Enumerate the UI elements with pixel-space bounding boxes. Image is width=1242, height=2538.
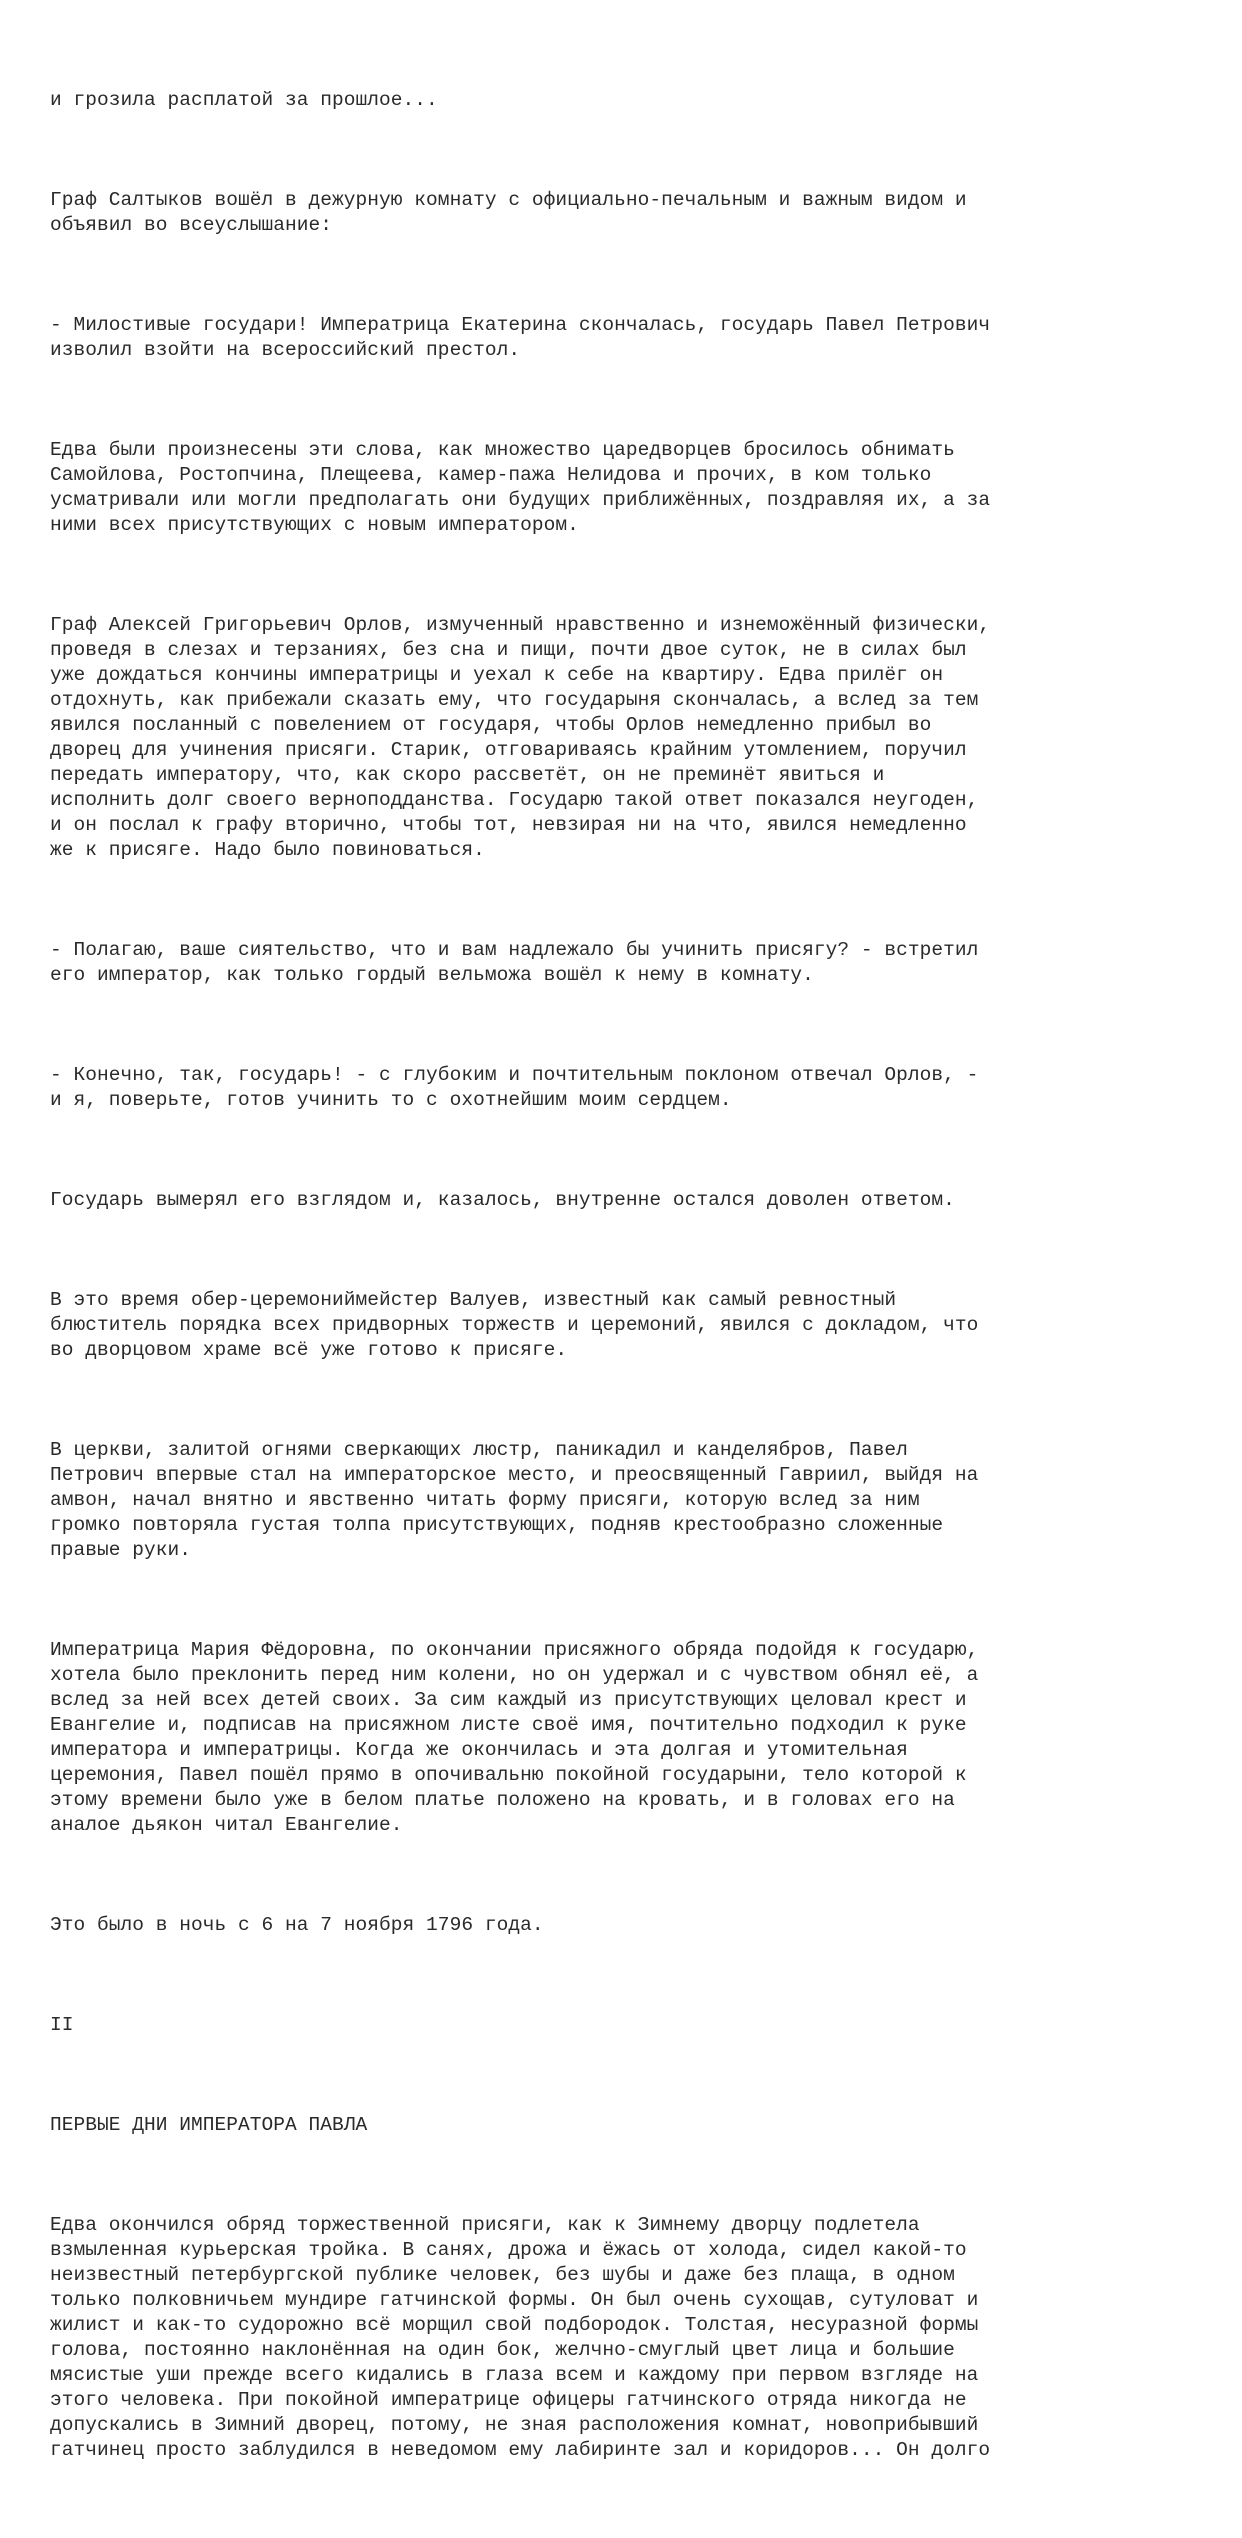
- paragraph-10: В церкви, залитой огнями сверкающих люстр, паникадил и канделябров, Павел Петрович впервые стал на императорское место, и преосвященный Гавриил, выйдя на амвон, начал внятно и явственно читать форму присяги, которую вслед за ним громко повторяла густая толпа присутствующих, подняв крестообразно сложенные правые руки.: [50, 1439, 979, 1561]
- paragraph-4: Едва были произнесены эти слова, как множество царедворцев бросилось обнимать Самойлова, Ростопчина, Плещеева, камер-пажа Нелидова и прочих, в ком только усматривали или могли предполагать они будущих приближённых, поздравляя их, а за ними всех присутствующих с новым императором.: [50, 439, 991, 536]
- paragraph-15: Едва окончился обряд торжественной присяги, как к Зимнему дворцу подлетела взмыленная курьерская тройка. В санях, дрожа и ёжась от холода, сидел какой-то неизвестный петербургской публике человек, без шубы и даже без плаща, в одном только полковничьем мундире гатчинской формы. Он был очень сухощав, сутуловат и жилист и как-то судорожно всё морщил свой подбородок. Толстая, несуразной формы голова, постоянно наклонённая на один бок, желчно-смуглый цвет лица и большие мясистые уши прежде всего кидались в глаза всем и каждому при первом взгляде на этого человека. При покойной императрице офицеры гатчинского отряда никогда не допускались в Зимний дворец, потому, не зная расположения комнат, новоприбывший гатчинец просто заблудился в неведомом ему лабиринте зал и коридоров... Он долго: [50, 2214, 991, 2461]
- paragraph-2: Граф Салтыков вошёл в дежурную комнату с официально-печальным и важным видом и объявил во всеуслышание:: [50, 189, 967, 236]
- paragraph-5: Граф Алексей Григорьевич Орлов, измученный нравственно и изнеможённый физически, проведя в слезах и терзаниях, без сна и пищи, почти двое суток, не в силах был уже дождаться кончины императрицы и уехал к себе на квартиру. Едва прилёг он отдохнуть, как прибежали сказать ему, что государыня скончалась, а вслед за тем явился посланный с повелением от государя, чтобы Орлов немедленно прибыл во дворец для учинения присяги. Старик, отговариваясь крайним утомлением, поручил передать императору, что, как скоро рассветёт, он не преминёт явиться и исполнить долг своего верноподданства. Государю такой ответ показался неугоден, и он послал к графу вторично, чтобы тот, невзирая ни на что, явился немедленно же к присяге. Надо было повиноваться.: [50, 614, 991, 861]
- paragraph-6: - Полагаю, ваше сиятельство, что и вам надлежало бы учинить присягу? - встретил его император, как только гордый вельможа вошёл к нему в комнату.: [50, 939, 979, 986]
- paragraph-12: Это было в ночь с 6 на 7 ноября 1796 года.: [50, 1914, 544, 1936]
- paragraph-1: и грозила расплатой за прошлое...: [50, 89, 438, 111]
- chapter-title: ПЕРВЫЕ ДНИ ИМПЕРАТОРА ПАВЛА: [50, 2114, 368, 2136]
- chapter-number: II: [50, 2014, 74, 2036]
- paragraph-3: - Милостивые государи! Императрица Екатерина скончалась, государь Павел Петрович изволил взойти на всероссийский престол.: [50, 314, 991, 361]
- paragraph-7: - Конечно, так, государь! - с глубоким и почтительным поклоном отвечал Орлов, - и я, поверьте, готов учинить то с охотнейшим моим сердцем.: [50, 1064, 979, 1111]
- document-text: [50, 38, 1200, 2538]
- paragraph-8: Государь вымерял его взглядом и, казалось, внутренне остался доволен ответом.: [50, 1189, 955, 1211]
- paragraph-9: В это время обер-церемониймейстер Валуев, известный как самый ревностный блюститель порядка всех придворных торжеств и церемоний, явился с докладом, что во дворцовом храме всё уже готово к присяге.: [50, 1289, 979, 1361]
- paragraph-11: Императрица Мария Фёдоровна, по окончании присяжного обряда подойдя к государю, хотела было преклонить перед ним колени, но он удержал и с чувством обнял её, а вслед за ней всех детей своих. За сим каждый из присутствующих целовал крест и Евангелие и, подписав на присяжном листе своё имя, почтительно подходил к руке императора и императрицы. Когда же окончилась и эта долгая и утомительная церемония, Павел пошёл прямо в опочивальню покойной государыни, тело которой к этому времени было уже в белом платье положено на кровать, и в головах его на аналое дьякон читал Евангелие.: [50, 1639, 979, 1836]
